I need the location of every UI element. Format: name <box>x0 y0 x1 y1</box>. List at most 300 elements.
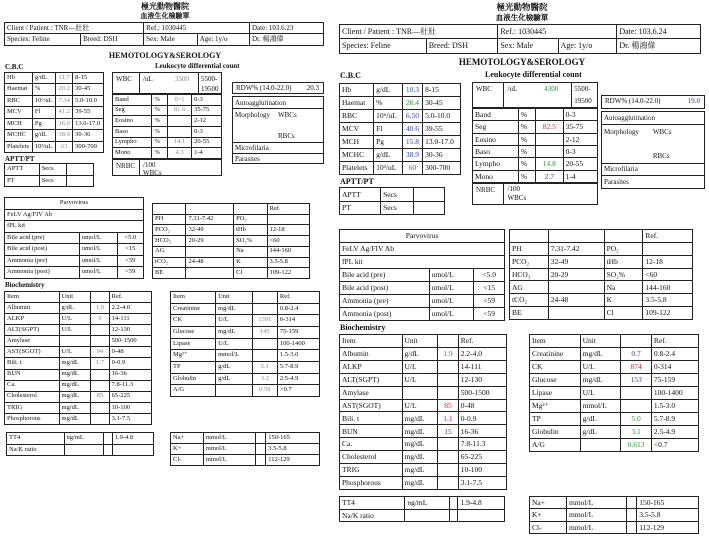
bio-header-row <box>340 335 507 348</box>
sex-field: Sex: Male <box>498 39 558 54</box>
bio-item: ALKP <box>5 314 60 325</box>
tt-value <box>449 509 458 522</box>
leukocyte-row <box>473 158 598 170</box>
bio-row <box>340 476 507 489</box>
cell-ref: 20-55 <box>563 158 597 170</box>
ref-header: Ref. <box>109 292 151 303</box>
bile-name: Ammonia (post) <box>5 267 80 279</box>
gas-name: AG <box>153 246 186 257</box>
divider <box>503 184 504 204</box>
nrbc-box <box>112 159 222 176</box>
gas-row <box>510 242 693 255</box>
bile-unit: umol/L <box>79 267 117 279</box>
cell-ref: 2-12 <box>563 133 597 145</box>
bile-name: Bile acid (post) <box>5 244 80 256</box>
tt-ref: 1.9-4.8 <box>112 433 153 445</box>
gas-name: BE <box>153 268 186 279</box>
cell-type: Seg <box>113 105 152 116</box>
divider <box>602 175 704 176</box>
bio-item: Mg²⁺ <box>530 400 581 413</box>
bio-item: Phosphorous <box>5 413 60 424</box>
bio-item: ALT(SGPT) <box>340 373 403 386</box>
test-ref: 8-15 <box>73 73 104 84</box>
bio-row <box>171 385 320 397</box>
bio-item: Globulin <box>530 426 581 439</box>
gas-name-2: PO₂ <box>234 214 267 225</box>
felv-label: FeLV Ag/FIV Ab <box>340 243 505 256</box>
misc-box <box>232 96 324 164</box>
gas-name: tCO₂ <box>510 294 549 307</box>
test-ref: 8-15 <box>423 84 461 97</box>
gas-name: HCO₃ <box>510 268 549 281</box>
test-name: MCHC <box>340 149 374 162</box>
gas-ref-2: 12-18 <box>643 255 693 268</box>
test-value: 38.9 <box>402 149 422 162</box>
electrolyte-ref: 3.5-5.8 <box>637 509 699 521</box>
bio-ref: 3.1-7.5 <box>109 413 151 424</box>
bio-unit: mg/dL <box>59 391 91 402</box>
gas-row <box>153 214 310 225</box>
bio-value: 1.7 <box>91 358 110 369</box>
bile-unit: umol/L <box>429 269 474 282</box>
bio-ref: 500-1500 <box>458 386 506 399</box>
leukocyte-label: Leukocyte differential count <box>155 62 240 70</box>
morphology-label: Morphology <box>235 111 270 119</box>
electrolyte-table <box>170 432 320 466</box>
gas-ref-2: 3.5-5.8 <box>267 257 309 268</box>
nrbc-label: NRBC <box>476 186 496 194</box>
electrolyte-value <box>256 433 266 444</box>
bio-row <box>530 348 699 361</box>
test-ref: 300-700 <box>73 141 104 152</box>
bio-ref: 0-0.9 <box>109 358 151 369</box>
felv-label: FeLV Ag/FIV Ab <box>5 209 144 221</box>
electrolyte-item: Na+ <box>171 433 204 444</box>
microfilaria-label: Microfilaria <box>235 144 269 152</box>
test-name: Hb <box>340 84 374 97</box>
tt-unit: ng/mL <box>64 433 103 445</box>
test-value: 60 <box>402 162 422 175</box>
cell-ref: 0-3 <box>192 126 222 137</box>
leukocyte-table <box>112 94 222 159</box>
bio-row <box>171 350 320 362</box>
ref-header: Ref. <box>267 204 309 215</box>
electrolyte-ref: 3.5-5.8 <box>266 444 320 455</box>
cell-value: 14.8 <box>535 158 563 170</box>
blank-cell <box>186 204 234 215</box>
bio-value: 0.613 <box>621 439 652 452</box>
rdw-label: RDW% (14.0-22.0) <box>236 84 292 92</box>
tt-value <box>449 497 458 510</box>
tt-item: Na/K ratio <box>340 509 405 522</box>
wbc-ref-low: 5500- <box>574 85 591 93</box>
bio-ref: 2.5-4.9 <box>277 373 319 385</box>
bio-item: ALT(SGPT) <box>5 325 60 336</box>
bio-value: 874 <box>621 361 652 374</box>
gas-name-2: Cl <box>604 307 643 320</box>
bio-ref: 0-48 <box>458 399 506 412</box>
gas-name: AG <box>510 281 549 294</box>
bio-item: Bili. t <box>340 412 403 425</box>
parasites-label: Parasites <box>604 177 629 186</box>
gas-name-2: Cl <box>234 268 267 279</box>
cell-unit: % <box>518 109 535 121</box>
bio-item: TRIG <box>5 402 60 413</box>
bio-unit: mg/dL <box>402 425 438 438</box>
bio-ref: 1.5-3.0 <box>277 350 319 362</box>
bio-ref: 0.8-2.4 <box>651 348 698 361</box>
bio-item: BUN <box>5 369 60 380</box>
bile-unit: umol/L <box>429 282 474 295</box>
header-table <box>4 22 324 46</box>
bio-unit: g/dL <box>580 426 621 439</box>
blood-gas-table <box>152 203 310 279</box>
bio-ref: 10-100 <box>109 402 151 413</box>
bio-ref: 14-111 <box>458 360 506 373</box>
bio-ref: 16-36 <box>458 425 506 438</box>
gas-row <box>510 268 693 281</box>
test-name: Hb <box>5 73 33 84</box>
bio-unit: g/dL <box>216 361 252 373</box>
leukocyte-row <box>113 95 222 106</box>
bio-unit: mg/dL <box>402 438 438 451</box>
electrolyte-unit: mmol/L <box>566 497 626 509</box>
bio-row <box>5 413 152 424</box>
bio-item: A/G <box>171 385 216 397</box>
bio-value: 85 <box>438 399 459 412</box>
bio-unit: U/L <box>216 315 252 327</box>
bio-ref: 7.8-11.3 <box>109 380 151 391</box>
bio-item: Creatinine <box>530 348 581 361</box>
coag-name: PT <box>340 201 381 215</box>
gas-ref-2: <60 <box>267 236 309 247</box>
bio-row <box>5 402 152 413</box>
gas-name-2: SO₂% <box>234 236 267 247</box>
electrolyte-value <box>256 444 266 455</box>
cell-unit: % <box>152 95 167 106</box>
cell-unit: % <box>518 145 535 157</box>
cbc-row <box>340 123 461 136</box>
hospital-name: 極光動物醫院 <box>496 2 548 12</box>
coag-unit: Secs <box>381 188 413 202</box>
wbcs-label: WBCs <box>652 127 672 136</box>
blank-cell <box>510 230 549 243</box>
bile-name: Ammonia (pre) <box>340 295 430 308</box>
bio-unit: g/dL <box>402 347 438 360</box>
breed-field: Breed: DSH <box>426 39 498 54</box>
electrolyte-row <box>530 521 699 533</box>
bio-unit: mg/dL <box>59 358 91 369</box>
test-value: 15.8 <box>402 136 422 149</box>
cell-unit: % <box>518 158 535 170</box>
test-ref: 5.0-10.0 <box>73 95 104 106</box>
bio-value: 0.59 <box>252 385 277 397</box>
leukocyte-row <box>473 145 598 157</box>
electrolyte-row <box>171 433 320 444</box>
bio-value: 1.9 <box>91 303 110 314</box>
bio-row <box>340 386 507 399</box>
bile-ref: <59 <box>117 267 143 279</box>
bio-value <box>252 303 277 315</box>
bio-item: Amylase <box>340 386 403 399</box>
bio-unit: U/L <box>59 314 91 325</box>
gas-name-2: tHb <box>234 225 267 236</box>
bio-item: Albumin <box>5 303 60 314</box>
gas-name-2: Na <box>604 281 643 294</box>
breed-field: Breed: DSH <box>81 34 144 46</box>
bio-value: 3.1 <box>621 426 652 439</box>
gas-ref-2 <box>267 214 309 225</box>
bio-item: Globulin <box>171 373 216 385</box>
cbc-label: C.B.C <box>340 71 361 80</box>
test-ref: 30-36 <box>73 130 104 141</box>
coag-name: APTT <box>340 188 381 202</box>
test-value: 20.2 <box>56 84 73 95</box>
parvo-title: Parvovirus <box>340 230 505 243</box>
cbc-table <box>4 72 104 153</box>
bio-ref: 0-0.9 <box>458 412 506 425</box>
species-field: Species: Feline <box>340 39 427 54</box>
felv-row <box>5 209 144 221</box>
bio-value: 9 <box>91 314 110 325</box>
gas-ref-2: 144-160 <box>643 281 693 294</box>
aptt-pt-label: APTT/PT <box>5 155 35 163</box>
cell-type: Eosino <box>473 133 519 145</box>
test-value: 26.4 <box>402 97 422 110</box>
report-right <box>335 0 709 539</box>
rdw-box <box>232 82 324 94</box>
cell-type: Seg <box>473 121 519 133</box>
divider <box>233 153 323 154</box>
section-title: HEMOTOLOGY&SEROLOGY <box>108 51 222 60</box>
biochem-table-1 <box>4 291 152 425</box>
test-ref: 300-700 <box>423 162 461 175</box>
gas-row <box>510 281 693 294</box>
electrolyte-value <box>256 455 266 466</box>
gas-name: PCO₂ <box>510 255 549 268</box>
bile-row <box>5 244 144 256</box>
test-unit: g/dL <box>374 84 403 97</box>
test-ref: 5.0-10.0 <box>423 110 461 123</box>
gas-ref-2: 109-122 <box>643 307 693 320</box>
cell-value: 14.1 <box>167 137 191 148</box>
parvo-table <box>4 197 144 279</box>
bio-unit: mg/dL <box>402 464 438 477</box>
rdw-label: RDW% (14.0-22.0) <box>605 97 661 105</box>
electrolyte-row <box>171 444 320 455</box>
rbcs-label: RBCs <box>278 132 295 140</box>
bio-ref: 10-100 <box>458 464 506 477</box>
bio-value <box>438 476 459 489</box>
bio-ref: 75-159 <box>651 374 698 387</box>
divider <box>503 83 504 107</box>
bio-ref: 75-159 <box>277 326 319 338</box>
bio-unit: U/L <box>580 361 621 374</box>
tt-row <box>340 497 505 510</box>
cbc-row <box>340 110 461 123</box>
test-unit: g/dL <box>32 130 55 141</box>
blank-cell <box>548 230 604 243</box>
value-header <box>438 335 459 348</box>
biochem-table-2 <box>529 334 699 452</box>
bile-ref: <5.0 <box>474 269 505 282</box>
wbc-label: WBC <box>476 85 492 93</box>
electrolyte-item: Cl- <box>171 455 204 466</box>
bio-ref: 65-225 <box>458 451 506 464</box>
leukocyte-row <box>473 109 598 121</box>
bio-ref: 100-1400 <box>651 387 698 400</box>
test-unit: 10⁶/uL <box>374 110 403 123</box>
bio-row <box>5 369 152 380</box>
bio-unit <box>216 385 252 397</box>
bio-unit: g/dL <box>580 413 621 426</box>
bio-unit: U/L <box>402 399 438 412</box>
bio-row <box>5 347 152 358</box>
bio-item: Cholesterol <box>340 451 403 464</box>
bile-name: Ammonia (pre) <box>5 255 80 267</box>
bio-value <box>91 413 110 424</box>
coag-value <box>67 175 94 187</box>
test-unit: 10³/uL <box>32 141 55 152</box>
bio-value: 0.7 <box>621 348 652 361</box>
bile-ref: <59 <box>474 295 505 308</box>
cell-unit: % <box>152 116 167 127</box>
bio-value <box>438 451 459 464</box>
morphology-label: Morphology <box>604 127 639 136</box>
coag-name: PT <box>5 175 40 187</box>
bile-ref: <15 <box>474 282 505 295</box>
wbc-box <box>112 72 222 94</box>
bio-unit: mg/dL <box>580 374 621 387</box>
electrolyte-unit: mmol/L <box>566 509 626 521</box>
cell-ref: 35-75 <box>563 121 597 133</box>
bio-unit: mg/dL <box>216 303 252 315</box>
electrolyte-ref: 150-165 <box>637 497 699 509</box>
cell-value: 4.3 <box>167 148 191 159</box>
test-ref: 13.0-17.0 <box>73 118 104 129</box>
cbc-row <box>5 130 104 141</box>
cell-value <box>535 133 563 145</box>
parvo-title: Parvovirus <box>5 198 144 210</box>
report-title: 血液生化檢驗單 <box>140 12 190 20</box>
divider <box>139 160 140 175</box>
gas-name: HCO₃ <box>153 236 186 247</box>
fpl-label: fPL kit <box>340 256 505 269</box>
cell-ref: 2-12 <box>192 116 222 127</box>
electrolyte-row <box>530 497 699 509</box>
bio-value: 3.2 <box>252 373 277 385</box>
cell-ref: 1-4 <box>563 170 597 182</box>
test-unit: % <box>374 97 403 110</box>
bile-name: Bile acid (post) <box>340 282 430 295</box>
electrolyte-item: K+ <box>171 444 204 455</box>
thyroid-table <box>6 432 154 456</box>
gas-ref-2: 144-160 <box>267 246 309 257</box>
bio-value <box>91 380 110 391</box>
electrolyte-value <box>626 497 636 509</box>
tt-row <box>7 444 154 456</box>
bio-unit: U/L <box>216 338 252 350</box>
gas-ref-2: <60 <box>643 268 693 281</box>
bio-item: Lipase <box>530 387 581 400</box>
bio-row <box>340 373 507 386</box>
parvo-row <box>5 198 144 210</box>
bio-value: 1391 <box>252 315 277 327</box>
bio-row <box>340 425 507 438</box>
cbc-row <box>340 136 461 149</box>
ref-field: Ref.: 1030445 <box>498 25 617 39</box>
bio-unit <box>402 386 438 399</box>
bio-item: Mg²⁺ <box>171 350 216 362</box>
test-name: MCH <box>340 136 374 149</box>
bio-value <box>252 338 277 350</box>
divider <box>233 142 323 143</box>
bio-value <box>91 402 110 413</box>
wbc-label: WBC <box>116 75 132 83</box>
gas-ref-2: 12-18 <box>267 225 309 236</box>
test-ref: 39-55 <box>73 107 104 118</box>
cell-type: Band <box>473 109 519 121</box>
leukocyte-row <box>473 170 598 182</box>
test-name: MCV <box>340 123 374 136</box>
bio-row <box>5 314 152 325</box>
bio-value <box>91 336 110 347</box>
gas-name-2: tHb <box>604 255 643 268</box>
bio-item: CK <box>530 361 581 374</box>
cbc-row <box>340 149 461 162</box>
leukocyte-row <box>113 105 222 116</box>
bio-row <box>340 464 507 477</box>
bio-item: TP <box>171 361 216 373</box>
bio-row <box>340 438 507 451</box>
bio-item: Cholesterol <box>5 391 60 402</box>
bio-item: Lipase <box>171 338 216 350</box>
cell-unit: % <box>152 148 167 159</box>
bio-row <box>530 439 699 452</box>
test-unit: g/dL <box>32 73 55 84</box>
gas-ref: 24-48 <box>186 257 234 268</box>
test-unit: g/dL <box>374 149 403 162</box>
item-header: Item <box>530 335 581 348</box>
bio-item: Amylase <box>5 336 60 347</box>
ref-header: Ref. <box>277 292 319 304</box>
gas-ref: 20-29 <box>548 268 604 281</box>
ref-field: Ref.: 1030445 <box>144 23 250 34</box>
gas-name: PH <box>510 242 549 255</box>
wbc-box <box>472 82 598 108</box>
value-header <box>621 335 652 348</box>
cell-type: Mono <box>113 148 152 159</box>
test-name: MCHC <box>5 130 33 141</box>
test-name: RBC <box>5 95 33 106</box>
cell-unit: % <box>518 121 535 133</box>
cell-type: Baso <box>113 126 152 137</box>
bio-unit: U/L <box>59 325 91 336</box>
bio-unit: g/dL <box>59 303 91 314</box>
test-value: 41.2 <box>56 107 73 118</box>
bio-unit: mmol/L <box>580 400 621 413</box>
tt-value <box>103 433 112 445</box>
nrbc-unit: /100 <box>507 185 520 193</box>
electrolyte-item: K+ <box>530 509 567 521</box>
bio-unit: mg/dL <box>402 476 438 489</box>
test-ref: 13.0-17.0 <box>423 136 461 149</box>
fpl-row <box>5 221 144 233</box>
ref-header: Ref. <box>458 335 506 348</box>
cbc-row <box>5 118 104 129</box>
bile-unit: umol/L <box>429 295 474 308</box>
age-field: Age: 1y/o <box>197 34 249 46</box>
